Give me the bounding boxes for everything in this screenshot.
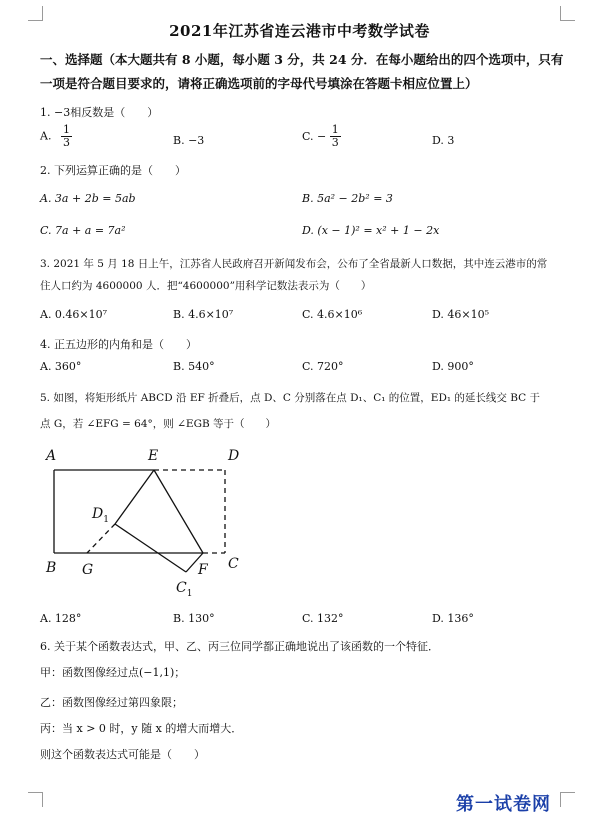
page-title: 2021年江苏省连云港市中考数学试卷 — [169, 22, 430, 40]
fig-label-d1-letter: D — [92, 506, 104, 522]
q3-option-c: C. 4.6×10⁶ — [302, 308, 363, 321]
q5-option-a: A. 128° — [40, 612, 82, 625]
q3-option-b: B. 4.6×10⁷ — [173, 308, 234, 321]
q3-option-d: D. 46×10⁵ — [432, 308, 490, 321]
q5-stem-line2: 点 G，若 ∠EFG = 64°，则 ∠EGB 等于（ ） — [40, 418, 277, 430]
fig-label-d1-subscript: 1 — [103, 515, 109, 525]
edge-ed1 — [115, 470, 154, 524]
crop-mark-top-right — [560, 6, 575, 21]
q1-option-b: B. −3 — [173, 134, 205, 147]
q1-option-a — [40, 124, 72, 149]
crop-mark-bottom-left — [28, 792, 43, 807]
q2-option-a: A. 3a + 2b = 5ab — [40, 192, 136, 205]
q5-option-c: C. 132° — [302, 612, 344, 625]
fig-label-d: D — [228, 448, 240, 464]
fig-label-g: G — [82, 562, 94, 578]
q6-stem: 6. 关于某个函数表达式，甲、乙、丙三位同学都正确地说出了该函数的一个特征． — [40, 640, 439, 653]
q3-option-a: A. 0.46×10⁷ — [40, 308, 108, 321]
q1-stem: 1. −3相反数是（ ） — [40, 106, 159, 119]
extension-d1g-dashed — [87, 524, 115, 553]
q6-yi: 乙：函数图像经过第四象限； — [40, 696, 183, 709]
q4-option-b: B. 540° — [173, 360, 215, 373]
q4-option-d: D. 900° — [432, 360, 474, 373]
q1-option-c — [302, 124, 341, 149]
fig-label-c1-subscript: 1 — [186, 589, 193, 599]
q3-stem-line2: 住人口约为 4600000 人．把“4600000”用科学记数法表示为（ ） — [40, 280, 372, 292]
q4-option-c: C. 720° — [302, 360, 344, 373]
fig-label-f: F — [198, 562, 208, 578]
q1-option-a-label: A. — [40, 129, 52, 143]
q5-option-d: D. 136° — [432, 612, 474, 625]
fig-label-c1-letter: C — [176, 580, 187, 596]
fraction-denominator: 3 — [331, 136, 339, 149]
q2-option-d: D. (x − 1)² = x² + 1 − 2x — [302, 224, 440, 237]
q2-option-c: C. 7a + a = 7a² — [40, 224, 126, 237]
fig-label-c: C — [228, 556, 239, 572]
fig-label-e: E — [148, 448, 159, 464]
fig-label-d1 — [91, 506, 109, 525]
q1-option-d: D. 3 — [432, 134, 455, 147]
edge-d1c1 — [115, 524, 186, 572]
q6-ask: 则这个函数表达式可能是（ ） — [40, 748, 205, 761]
q4-stem: 4. 正五边形的内角和是（ ） — [40, 338, 197, 351]
q1-option-a-fraction — [61, 124, 72, 149]
q1-option-c-label: C. − — [302, 130, 327, 143]
q5-stem-line1: 5. 如图，将矩形纸片 ABCD 沿 EF 折叠后，点 D、C 分别落在点 D₁、C₁ 的位置，ED₁ 的延长线交 BC 于 — [40, 392, 541, 404]
fraction-denominator: 3 — [62, 136, 70, 149]
fraction-numerator: 1 — [331, 123, 339, 136]
q4-option-a: A. 360° — [40, 360, 82, 373]
site-watermark: 第一试卷网 — [456, 794, 551, 815]
q2-option-b: B. 5a² − 2b² = 3 — [302, 192, 393, 205]
q6-bing: 丙：当 x > 0 时，y 随 x 的增大而增大． — [40, 722, 243, 735]
section-instruction-line1: 一、选择题（本大题共有 8 小题，每小题 3 分，共 24 分．在每小题给出的四个选项中，只有 — [40, 52, 564, 67]
crop-mark-bottom-right — [560, 792, 575, 807]
q6-jia: 甲：函数图像经过点(−1,1)； — [40, 666, 186, 679]
q3-stem-line1: 3. 2021 年 5 月 18 日上午，江苏省人民政府召开新闻发布会，公布了全省最新人口数据，其中连云港市的常 — [40, 258, 548, 270]
q5-folding-figure — [40, 440, 280, 600]
fig-label-a: A — [46, 448, 57, 464]
fig-label-b: B — [46, 560, 57, 576]
q2-stem: 2. 下列运算正确的是（ ） — [40, 164, 186, 177]
q1-option-c-fraction — [330, 124, 341, 149]
fold-line-ef — [154, 470, 203, 553]
fig-label-c1 — [176, 580, 192, 599]
crop-mark-top-left — [28, 6, 43, 21]
section-instruction-line2: 一项是符合题目要求的，请将正确选项前的字母代号填涂在答题卡相应位置上） — [40, 76, 478, 91]
q5-option-b: B. 130° — [173, 612, 215, 625]
fraction-numerator: 1 — [62, 123, 70, 136]
